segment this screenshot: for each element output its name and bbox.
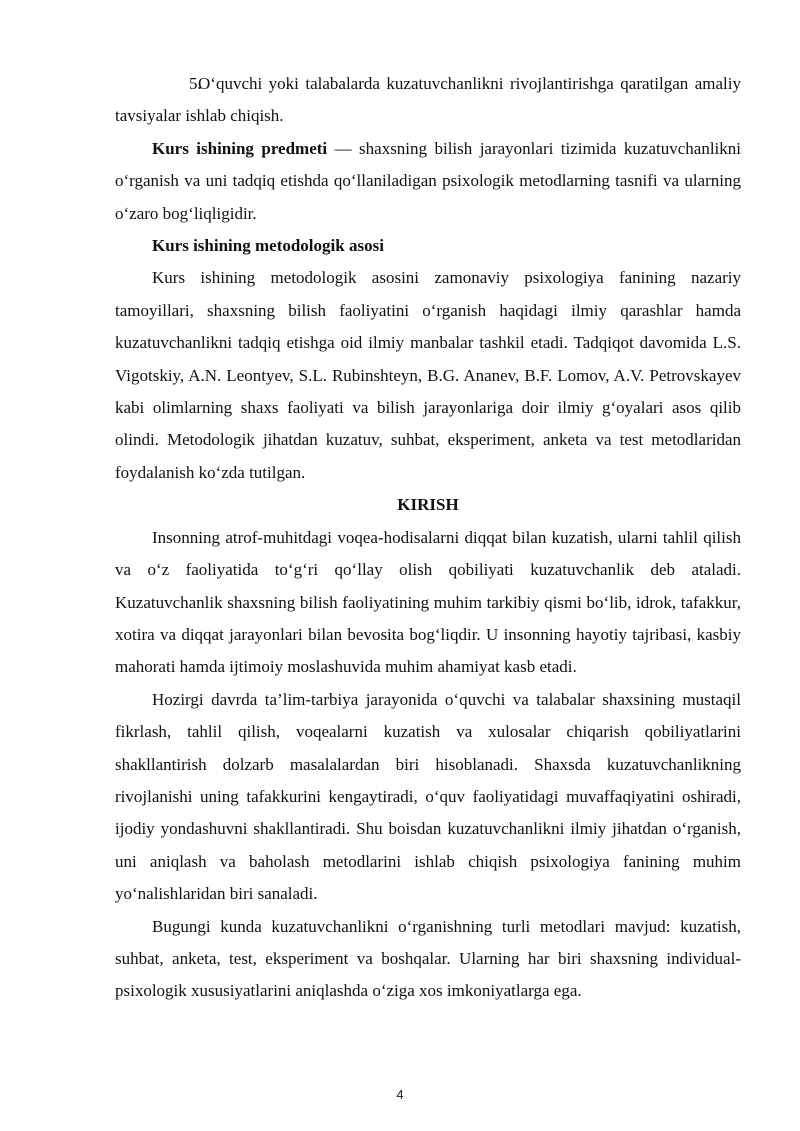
subject-text: — shaxsning bilish jarayonlari tizimida kuzatuvchanlikni o‘rganish va uni tadqiq etishda qo‘llaniladigan psixologik metodlarning tasnifi va ularning o‘zaro bog‘liqligidir. bbox=[115, 138, 741, 223]
list-number: 5. bbox=[189, 74, 202, 93]
subject-label: Kurs ishining predmeti bbox=[152, 138, 328, 158]
page-number: 4 bbox=[396, 1087, 404, 1102]
page-content bbox=[115, 68, 741, 1008]
list-item-5 bbox=[115, 68, 741, 133]
subject-paragraph bbox=[115, 133, 741, 230]
section-heading-kirish: KIRISH bbox=[397, 495, 459, 515]
methodology-heading: Kurs ishining metodologik asosi bbox=[152, 236, 384, 256]
intro-paragraph-3: Bugungi kunda kuzatuvchanlikni o‘rganishning turli metodlari mavjud: kuzatish, suhbat, anketa, test, eksperiment va boshqalar. Ularning har biri shaxsning individual-psixologik xususiyatlarini aniqlashda o‘ziga xos imkoniyatlarga ega. bbox=[115, 916, 741, 1001]
intro-paragraph-2: Hozirgi davrda ta’lim-tarbiya jarayonida o‘quvchi va talabalar shaxsining mustaqil fikrlash, tahlil qilish, voqealarni kuzatish va xulosalar chiqarish qobiliyatlarini shakllantirish dolzarb masalalardan biri hisoblanadi. Shaxsda kuzatuvchanlikning rivojlanishi uning tafakkurini kengaytiradi, o‘quv faoliyatidagi muvaffaqiyatini oshiradi, ijodiy yondashuvni shakllantiradi. Shu boisdan kuzatuvchanlikni ilmiy jihatdan o‘rganish, uni aniqlash va baholash metodlarini ishlab chiqish psixologiya fanining muhim yo‘nalishlaridan biri sanaladi. bbox=[115, 689, 741, 904]
list-item-text: O‘quvchi yoki talabalarda kuzatuvchanlikni rivojlantirishga qaratilgan amaliy tavsiyalar ishlab chiqish. bbox=[115, 74, 741, 126]
intro-paragraph-1: Insonning atrof-muhitdagi voqea-hodisalarni diqqat bilan kuzatish, ularni tahlil qilish va o‘z faoliyatida to‘g‘ri qo‘llay olish qobiliyati kuzatuvchanlik deb ataladi. Kuzatuvchanlik shaxsning bilish faoliyatining muhim tarkibiy qismi bo‘lib, idrok, tafakkur, xotira va diqqat jarayonlari bilan bevosita bog‘liqdir. U insonning hayotiy tajribasi, kasbiy mahorati hamda ijtimoiy moslashuvida muhim ahamiyat kasb etadi. bbox=[115, 527, 741, 677]
methodology-paragraph: Kurs ishining metodologik asosini zamonaviy psixologiya fanining nazariy tamoyillari, shaxsning bilish faoliyatini o‘rganish haqidagi ilmiy qarashlar hamda kuzatuvchanlikni tadqiq etishga oid ilmiy manbalar tashkil etadi. Tadqiqot davomida L.S. Vigotskiy, A.N. Leontyev, S.L. Rubinshteyn, B.G. Ananev, B.F. Lomov, A.V. Petrovskayev kabi olimlarning shaxs faoliyati va bilish jarayonlariga doir ilmiy g‘oyalari asos qilib olindi. Metodologik jihatdan kuzatuv, suhbat, eksperiment, anketa va test metodlaridan foydalanish ko‘zda tutilgan. bbox=[115, 268, 741, 482]
